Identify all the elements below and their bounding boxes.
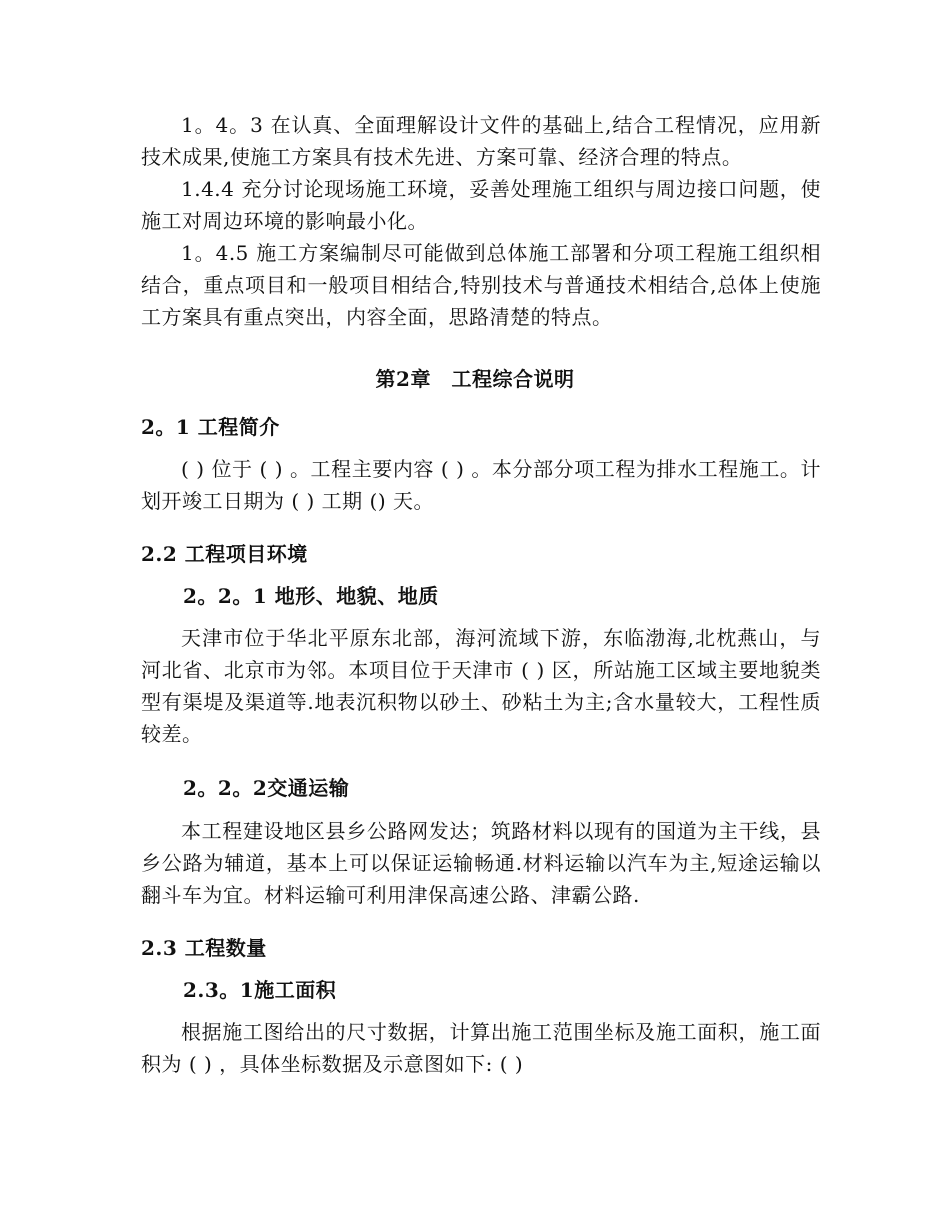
- paragraph-1-4-5: 1。4.5 施工方案编制尽可能做到总体施工部署和分项工程施工组织相结合，重点项目和一般项目相结合,特别技术与普通技术相结合,总体上使施工方案具有重点突出，内容全面，思路清楚的特点。: [141, 241, 821, 329]
- paragraph-1-4-4: 1.4.4 充分讨论现场施工环境，妥善处理施工组织与周边接口问题，使施工对周边环境的影响最小化。: [141, 177, 821, 233]
- paragraph-2-3-1: 根据施工图给出的尺寸数据，计算出施工范围坐标及施工面积，施工面积为 ( ) ，具体坐标数据及示意图如下: ( ): [141, 1020, 821, 1076]
- paragraph-2-2-1: 天津市位于华北平原东北部，海河流域下游，东临渤海,北枕燕山，与河北省、北京市为邻。本项目位于天津市 ( ) 区，所站施工区域主要地貌类型有渠堤及渠道等.地表沉积物以砂土、砂粘土为主;含水量较大，工程性质较差。: [141, 626, 821, 746]
- subsection-heading-2-2-1: 2。2。1 地形、地貌、地质: [183, 584, 439, 608]
- section-heading-2-3: 2.3 工程数量: [141, 936, 267, 960]
- chapter-title: 第2章 工程综合说明: [375, 367, 575, 391]
- section-heading-2-2: 2.2 工程项目环境: [141, 542, 308, 566]
- paragraph-2-1: ( ) 位于 ( ) 。工程主要内容 ( ) 。本分部分项工程为排水工程施工。计划开竣工日期为 ( ) 工期 () 天。: [141, 457, 821, 513]
- subsection-heading-2-2-2: 2。2。2交通运输: [183, 776, 350, 800]
- paragraph-2-2-2: 本工程建设地区县乡公路网发达；筑路材料以现有的国道为主干线，县乡公路为辅道，基本上可以保证运输畅通.材料运输以汽车为主,短途运输以翻斗车为宜。材料运输可利用津保高速公路、津霸公路.: [141, 819, 821, 907]
- paragraph-1-4-3: 1。4。3 在认真、全面理解设计文件的基础上,结合工程情况，应用新技术成果,使施工方案具有技术先进、方案可靠、经济合理的特点。: [141, 113, 821, 169]
- section-heading-2-1: 2。1 工程简介: [141, 415, 280, 439]
- subsection-heading-2-3-1: 2.3。1施工面积: [183, 978, 337, 1002]
